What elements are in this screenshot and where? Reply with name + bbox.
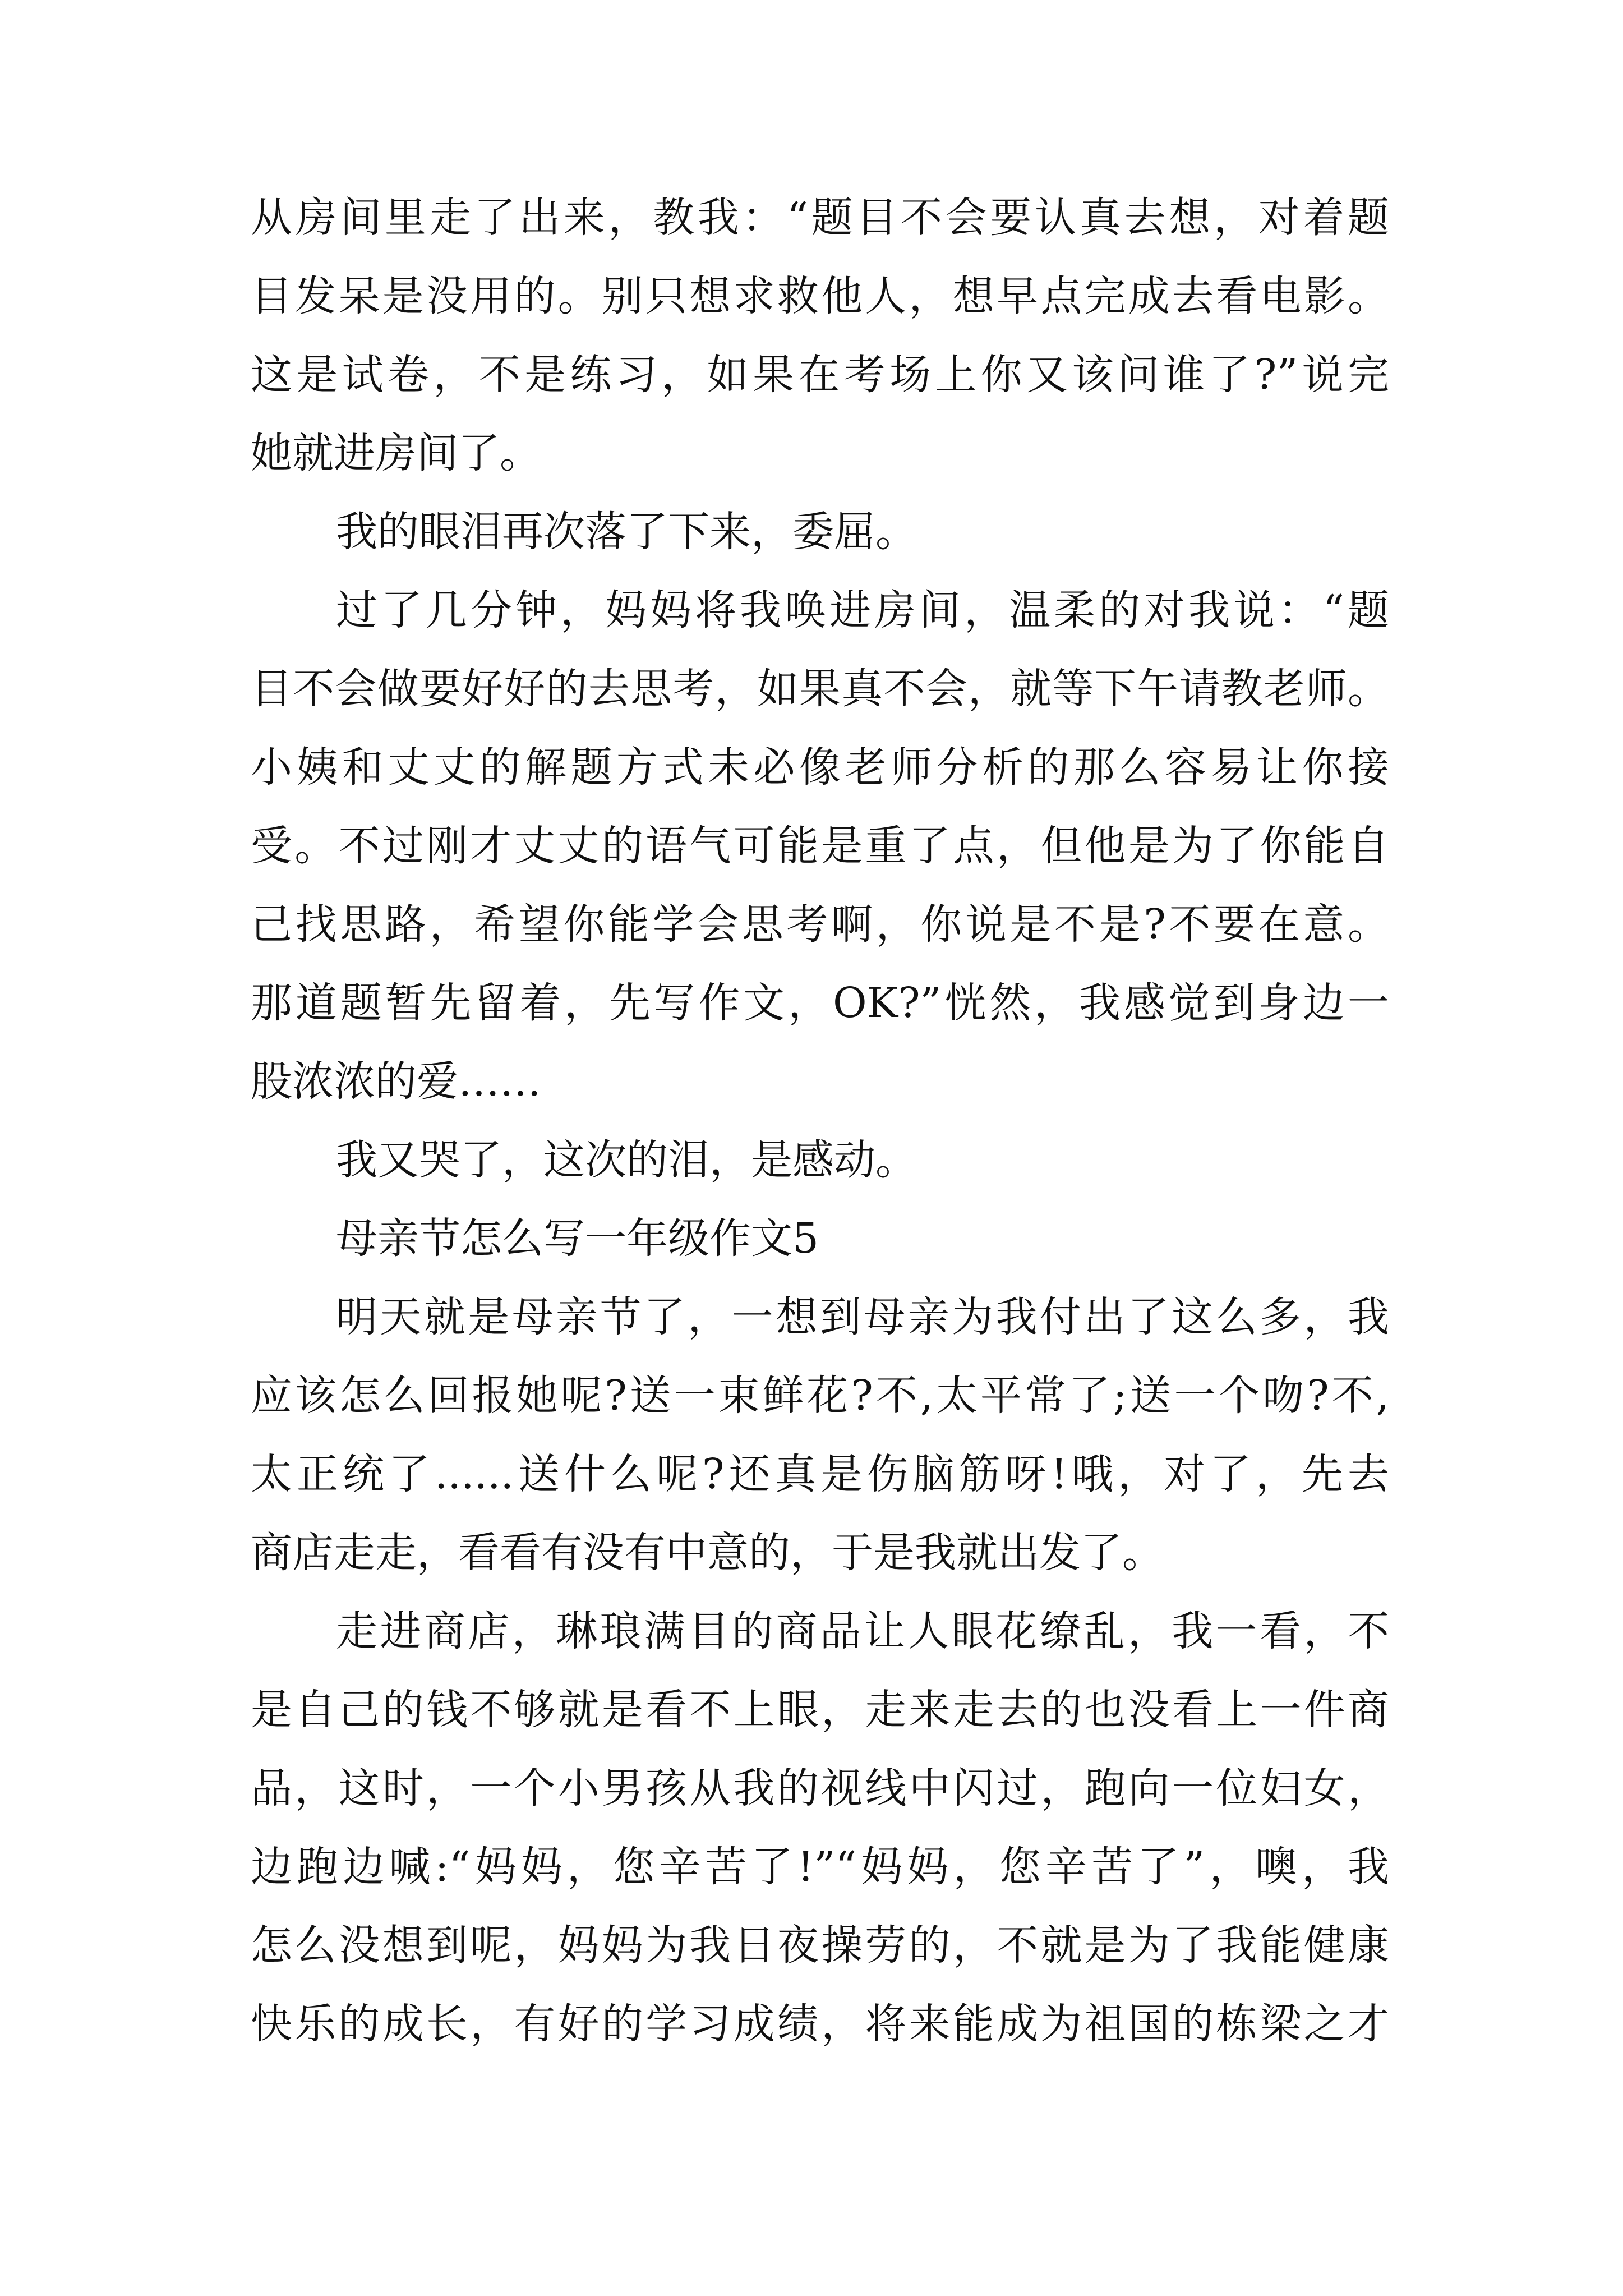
text-line: 怎么没想到呢，妈妈为我日夜操劳的，不就是为了我能健康	[251, 1921, 1389, 1970]
section-heading: 母亲节怎么写一年级作文5	[336, 1214, 819, 1263]
text-line: 那道题暂先留着，先写作文，OK?”恍然，我感觉到身边一	[251, 979, 1389, 1027]
text-line: 边跑边喊:“妈妈，您辛苦了!”“妈妈，您辛苦了”，噢，我	[251, 1843, 1389, 1891]
text-line: 她就进房间了。	[251, 429, 541, 477]
text-line: 快乐的成长，有好的学习成绩，将来能成为祖国的栋梁之才	[251, 2000, 1389, 2048]
text-line: 从房间里走了出来，教我：“题目不会要认真去想，对着题	[251, 194, 1389, 242]
paragraph-line: 我的眼泪再次落了下来，委屈。	[336, 508, 917, 556]
text-line: 商店走走，看看有没有中意的，于是我就出发了。	[251, 1529, 1164, 1577]
text-line: 己找思路，希望你能学会思考啊，你说是不是?不要在意。	[251, 900, 1389, 949]
paragraph-line: 明天就是母亲节了，一想到母亲为我付出了这么多，我	[336, 1293, 1389, 1341]
text-line: 目发呆是没用的。别只想求救他人，想早点完成去看电影。	[251, 272, 1389, 320]
text-line: 是自己的钱不够就是看不上眼，走来走去的也没看上一件商	[251, 1686, 1389, 1734]
paragraph-line: 我又哭了，这次的泪，是感动。	[336, 1136, 917, 1184]
text-line: 受。不过刚才丈丈的语气可能是重了点，但他是为了你能自	[251, 822, 1389, 870]
text-line: 太正统了......送什么呢?还真是伤脑筋呀!哦，对了，先去	[251, 1450, 1389, 1498]
text-line: 小姨和丈丈的解题方式未必像老师分析的那么容易让你接	[251, 743, 1389, 792]
text-line: 品，这时，一个小男孩从我的视线中闪过，跑向一位妇女，	[251, 1764, 1389, 1812]
text-line: 股浓浓的爱……	[251, 1057, 541, 1106]
paragraph-line: 过了几分钟，妈妈将我唤进房间，温柔的对我说：“题	[336, 586, 1389, 634]
text-line: 这是试卷，不是练习，如果在考场上你又该问谁了?”说完	[251, 351, 1389, 399]
text-line: 应该怎么回报她呢?送一束鲜花?不,太平常了;送一个吻?不,	[251, 1372, 1389, 1420]
text-line: 目不会做要好好的去思考，如果真不会，就等下午请教老师。	[251, 665, 1389, 713]
paragraph-line: 走进商店，琳琅满目的商品让人眼花缭乱，我一看，不	[336, 1607, 1389, 1655]
